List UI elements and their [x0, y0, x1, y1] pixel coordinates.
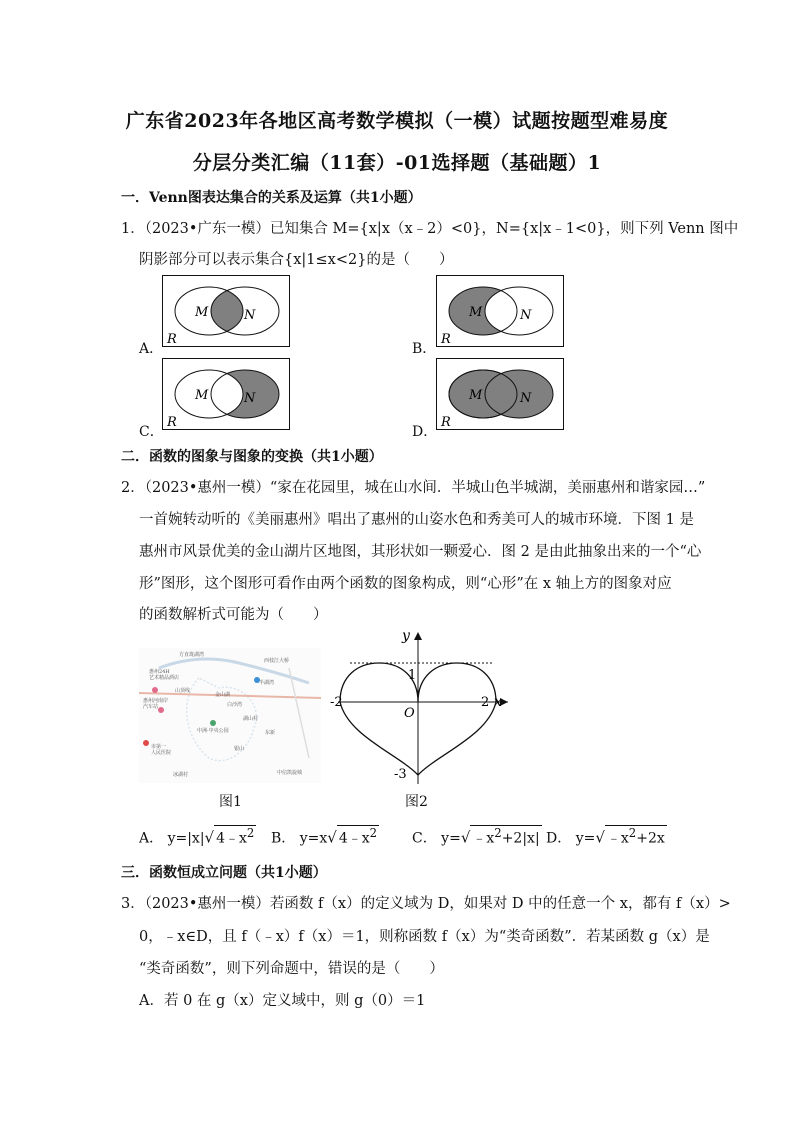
- option-a-radicand: 4﹣x: [216, 830, 247, 847]
- tick-label-1: 1: [408, 668, 417, 683]
- map-label: 中信凯旋城: [277, 770, 303, 776]
- q2-option-d: [546, 825, 667, 848]
- map-figure: [139, 648, 321, 783]
- sqrt-icon: √: [327, 828, 337, 847]
- map-label: 艺术精品酒店: [149, 675, 180, 681]
- map-label: 市第一: [151, 744, 167, 750]
- universe-label: R: [167, 332, 177, 347]
- map-label: 银山: [234, 746, 245, 752]
- option-c-label: C．: [139, 424, 164, 440]
- option-a-label: A．: [139, 830, 164, 847]
- option-c-lhs: y=: [441, 830, 461, 847]
- title-line-1: 广东省2023年各地区高考数学模拟（一模）试题按题型难易度: [125, 110, 669, 132]
- map-poi-icon: [143, 740, 149, 746]
- universe-label: R: [167, 415, 177, 430]
- question-2-line-1: 2．（2023•惠州一模）“家在花园里，城在山水间．半城山色半城湖，美丽惠州和谐家园…”: [121, 480, 706, 496]
- map-label: 人民医院: [151, 750, 172, 756]
- option-b-exponent: 2: [369, 826, 378, 840]
- section-heading-3: 三．函数恒成立问题（共1小题）: [121, 865, 327, 881]
- figure-1-caption: 图1: [219, 794, 242, 810]
- y-axis-arrow-icon: [414, 632, 422, 640]
- set-m-label: M: [469, 305, 483, 320]
- option-c-radicand: ﹣x: [472, 830, 495, 847]
- sqrt-icon: √: [595, 828, 605, 847]
- y-axis-label: y: [402, 628, 410, 644]
- map-poi-icon: [152, 687, 158, 693]
- map-label: 西枝江大桥: [264, 658, 290, 664]
- option-d-lhs: y=: [575, 830, 596, 847]
- x-axis-label: x: [494, 694, 502, 710]
- option-b-radicand: 4﹣x: [338, 830, 370, 847]
- question-2-line-2: 一首婉转动听的《美丽惠州》唱出了惠州的山姿水色和秀美可人的城市环境．下图 1 是: [139, 512, 694, 528]
- section-heading-1: 一．Venn图表达集合的关系及运算（共1小题）: [121, 190, 422, 206]
- set-n-label: N: [520, 391, 532, 406]
- tick-label-neg3: -3: [394, 767, 407, 782]
- option-a-lhs: y=|x|: [167, 830, 205, 847]
- q2-option-a: [139, 825, 256, 848]
- map-poi-icon: [210, 720, 216, 726]
- question-3-line-2: 0，﹣x∈D，且 f（﹣x）f（x）＝1，则称函数 f（x）为“类奇函数”．若某函数 g（x）是: [139, 929, 710, 945]
- venn-diagram-c: [162, 358, 290, 430]
- question-2-line-4: 形”图形，这个图形可看作由两个函数的图象构成，则“心形”在 x 轴上方的图象对应: [139, 576, 672, 592]
- option-b-radicand-box: [337, 825, 379, 847]
- set-m-ellipse: [175, 370, 243, 418]
- option-c-radicand-box: [470, 825, 541, 847]
- question-3-line-3: “类奇函数”，则下列命题中，错误的是（ ）: [139, 961, 444, 977]
- heart-graph: [328, 626, 518, 791]
- map-label: 汽车站: [143, 704, 159, 710]
- option-b-label: B．: [412, 341, 437, 357]
- venn-diagram-a: [162, 275, 290, 347]
- venn-diagram-d: [436, 358, 564, 430]
- set-n-label: N: [244, 391, 256, 406]
- option-a-radicand-box: [214, 825, 256, 847]
- map-label: 半湖湾: [259, 680, 275, 686]
- figure-2-caption: 图2: [405, 794, 428, 810]
- map-label: 湖山村: [243, 716, 259, 722]
- q2-option-c: [412, 825, 542, 848]
- option-c-exponent: 2: [494, 826, 502, 840]
- q2-option-b: [271, 825, 379, 848]
- tick-label-2: 2: [481, 695, 490, 710]
- question-1-line-2: 阴影部分可以表示集合{x|1≤x<2}的是（ ）: [139, 252, 454, 268]
- map-label: 白沙湾: [227, 702, 243, 708]
- option-d-tail: +2x: [636, 830, 665, 847]
- set-m-label: M: [469, 388, 483, 403]
- option-a-label: A．: [139, 341, 164, 357]
- option-d-radicand-box: [605, 825, 667, 847]
- option-b-lhs: y=x: [299, 830, 328, 847]
- question-3-line-1: 3．（2023•惠州一模）若函数 f（x）的定义域为 D，如果对 D 中的任意一个 x，都有 f（x）>: [121, 896, 731, 912]
- map-label: 方直珑湖湾: [179, 652, 205, 658]
- map-label: 中洲·中央公园: [197, 728, 229, 734]
- tick-label-neg2: -2: [330, 695, 343, 710]
- option-c-tail: +2|x|: [501, 830, 540, 847]
- venn-diagram-b: [436, 275, 564, 347]
- map-label: 金山湖: [215, 692, 231, 698]
- option-d-exponent: 2: [628, 826, 637, 840]
- set-n-label: N: [244, 308, 256, 323]
- question-3-option-a: A．若 0 在 g（x）定义域中，则 g（0）＝1: [139, 993, 426, 1009]
- universe-label: R: [441, 415, 451, 430]
- map-label: 冰湖村: [173, 772, 189, 778]
- option-d-label: D．: [546, 830, 572, 847]
- map-label: 惠州河南岸: [143, 698, 169, 704]
- option-c-label: C．: [412, 830, 437, 847]
- map-poi-icon: [158, 707, 164, 713]
- map-label: 山顶线: [175, 688, 191, 694]
- option-d-radicand: ﹣x: [606, 830, 629, 847]
- origin-label: O: [404, 706, 415, 721]
- map-label: 东新: [265, 730, 276, 736]
- sqrt-icon: √: [204, 828, 215, 847]
- option-a-exponent: 2: [246, 826, 255, 840]
- sqrt-icon: √: [460, 828, 471, 847]
- universe-label: R: [441, 332, 451, 347]
- question-2-line-5: 的函数解析式可能为（ ）: [139, 607, 328, 623]
- question-1-line-1: 1．（2023•广东一模）已知集合 M={x|x（x﹣2）<0}，N={x|x﹣1<0}，则下列 Venn 图中: [121, 221, 739, 237]
- question-2-line-3: 惠州市风景优美的金山湖片区地图，其形状如一颗爱心．图 2 是由此抽象出来的一个“心: [139, 544, 702, 560]
- title-line-2: 分层分类汇编（11套）-01选择题（基础题）1: [192, 152, 602, 174]
- set-m-label: M: [195, 388, 209, 403]
- set-n-label: N: [520, 308, 532, 323]
- map-label: 惠州24H: [149, 669, 170, 675]
- option-b-label: B．: [271, 830, 296, 847]
- set-n-ellipse: [485, 370, 553, 418]
- set-m-label: M: [195, 305, 209, 320]
- section-heading-2: 二．函数的图象与图象的变换（共1小题）: [121, 449, 383, 465]
- option-d-label: D．: [412, 424, 438, 440]
